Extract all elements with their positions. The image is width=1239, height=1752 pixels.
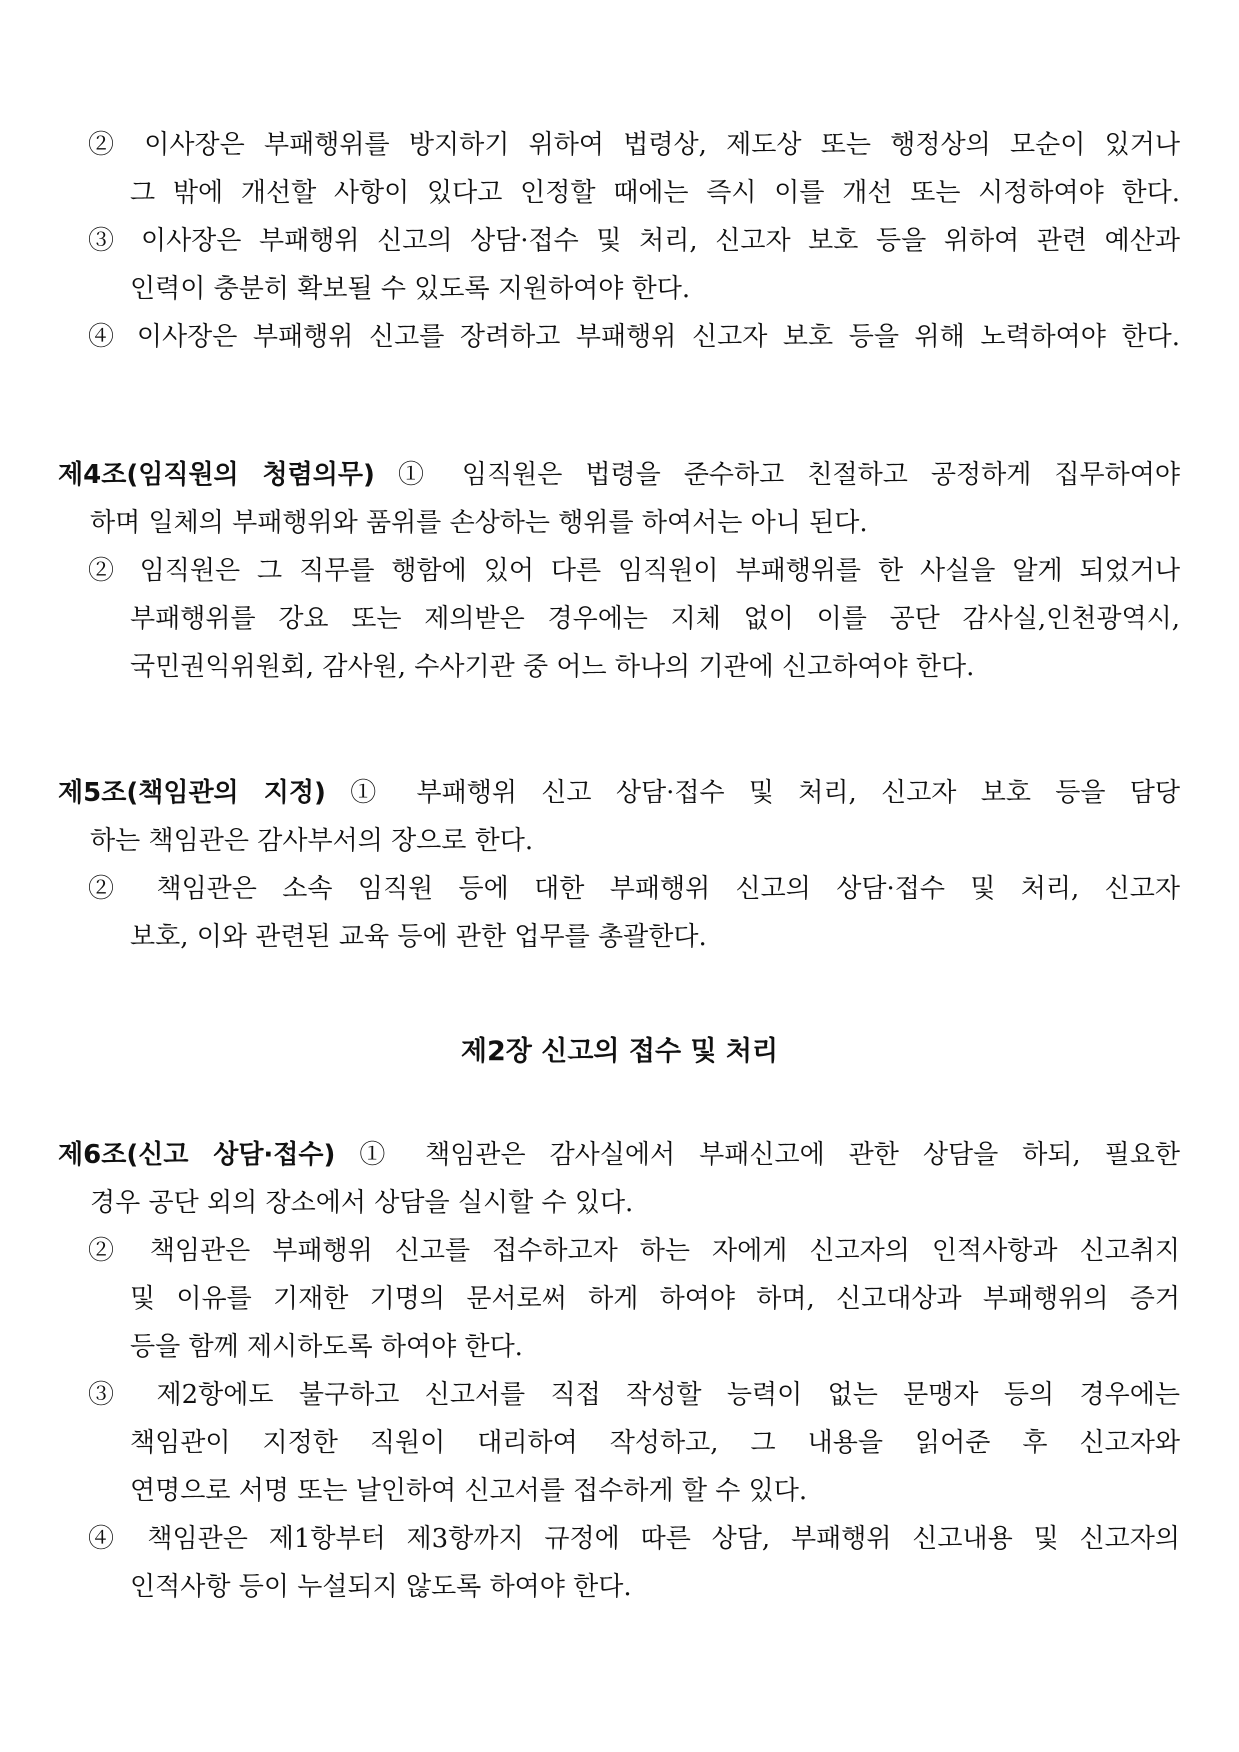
article5-line2: 하는 책임관은 감사부서의 장으로 한다. (90, 826, 534, 856)
item-marker: ① (359, 1140, 402, 1170)
article6-item4-line1 (88, 1521, 1180, 1557)
text-span: 책임관은 감사실에서 부패신고에 관한 상담을 하되, 필요한 (425, 1140, 1181, 1170)
article4-item2-line2: 부패행위를 강요 또는 제의받은 경우에는 지체 없이 이를 공단 감사실,인천광역시, (130, 604, 1180, 634)
article3-item2-line2: 그 밖에 개선할 사항이 있다고 인정할 때에는 즉시 이를 개선 또는 시정하여야 한다. (130, 178, 1180, 208)
article5-item2-line1 (88, 871, 1180, 907)
article4-line2: 하며 일체의 부패행위와 품위를 손상하는 행위를 하여서는 아니 된다. (90, 508, 868, 538)
article6-line1 (58, 1137, 1180, 1173)
article5-line1 (58, 775, 1180, 811)
item-marker: ④ (88, 1524, 127, 1554)
item-marker: ② (88, 130, 126, 160)
article3-item4-line1 (88, 319, 1180, 355)
text-span: 책임관은 소속 임직원 등에 대한 부패행위 신고의 상담·접수 및 처리, 신고자 (156, 874, 1180, 904)
article6-item2-line1 (88, 1233, 1180, 1269)
chapter-title: 제2장 신고의 접수 및 처리 (460, 1036, 779, 1067)
article4-heading: 제4조(임직원의 청렴의무) (58, 460, 375, 490)
item-marker: ③ (88, 1380, 132, 1410)
item-marker: ② (88, 874, 132, 904)
article3-item3-line2: 인력이 충분히 확보될 수 있도록 지원하여야 한다. (130, 274, 691, 304)
item-marker: ④ (88, 322, 122, 352)
item-marker: ② (88, 1236, 128, 1266)
article6-item3-line2: 책임관이 지정한 직원이 대리하여 작성하고, 그 내용을 읽어준 후 신고자와 (130, 1428, 1180, 1458)
article6-heading: 제6조(신고 상담·접수) (58, 1140, 336, 1170)
text-span: 책임관은 부패행위 신고를 접수하고자 하는 자에게 신고자의 인적사항과 신고취지 (149, 1236, 1180, 1266)
article3-item3-line1 (88, 223, 1180, 259)
article6-line2: 경우 공단 외의 장소에서 상담을 실시할 수 있다. (90, 1188, 634, 1218)
article6-item2-line2: 및 이유를 기재한 기명의 문서로써 하게 하여야 하며, 신고대상과 부패행위의 증거 (130, 1284, 1180, 1314)
article6-item4-line2: 인적사항 등이 누설되지 않도록 하여야 한다. (130, 1572, 632, 1602)
text-span: 책임관은 제1항부터 제3항까지 규정에 따른 상담, 부패행위 신고내용 및 신고자의 (147, 1524, 1180, 1554)
text-span: 이사장은 부패행위 신고를 장려하고 부패행위 신고자 보호 등을 위해 노력하여야 한다. (136, 322, 1180, 352)
article5-heading: 제5조(책임관의 지정) (58, 778, 326, 808)
text-span: 임직원은 법령을 준수하고 친절하고 공정하게 집무하여야 (461, 460, 1181, 490)
text-span: 이사장은 부패행위 신고의 상담·접수 및 처리, 신고자 보호 등을 위하여 관련 예산과 (140, 226, 1180, 256)
article5-item2-line2: 보호, 이와 관련된 교육 등에 관한 업무를 총괄한다. (130, 922, 707, 952)
text-span: 임직원은 그 직무를 행함에 있어 다른 임직원이 부패행위를 한 사실을 알게 되었거나 (139, 556, 1180, 586)
article6-item3-line3: 연명으로 서명 또는 날인하여 신고서를 접수하게 할 수 있다. (130, 1476, 808, 1506)
item-marker: ③ (88, 226, 124, 256)
item-marker: ① (350, 778, 393, 808)
article6-item3-line1 (88, 1377, 1180, 1413)
item-marker: ② (88, 556, 123, 586)
article4-item2-line3: 국민권익위원회, 감사원, 수사기관 중 어느 하나의 기관에 신고하여야 한다. (130, 652, 975, 682)
text-span: 부패행위 신고 상담·접수 및 처리, 신고자 보호 등을 담당 (416, 778, 1181, 808)
article4-line1 (58, 457, 1180, 493)
article3-item2-line1 (88, 127, 1180, 163)
text-span: 이사장은 부패행위를 방지하기 위하여 법령상, 제도상 또는 행정상의 모순이 있거나 (144, 130, 1180, 160)
article6-item2-line3: 등을 함께 제시하도록 하여야 한다. (130, 1332, 523, 1362)
text-span: 제2항에도 불구하고 신고서를 직접 작성할 능력이 없는 문맹자 등의 경우에는 (156, 1380, 1180, 1410)
article4-item2-line1 (88, 553, 1180, 589)
item-marker: ① (397, 460, 439, 490)
